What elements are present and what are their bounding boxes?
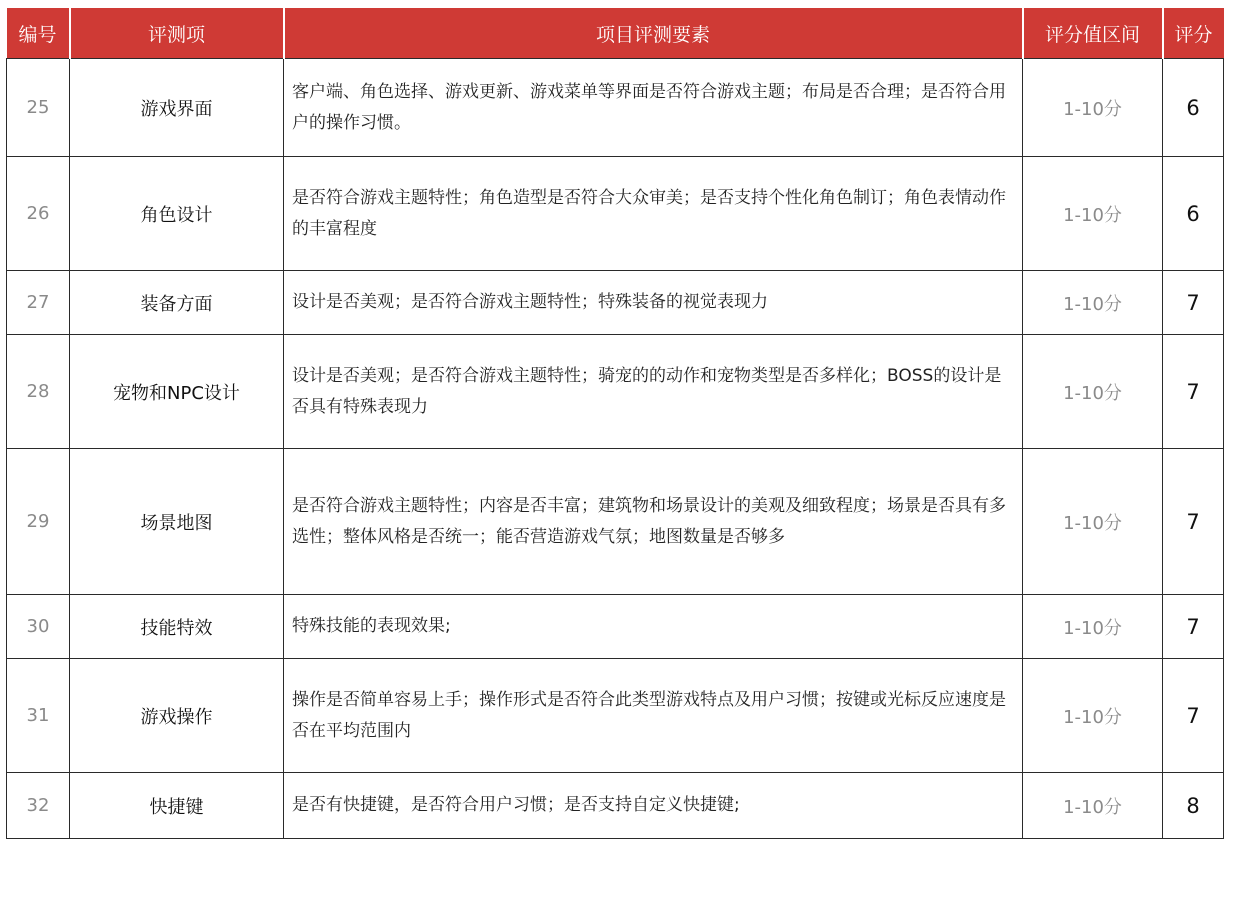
cell-range: 1-10分 [1023, 59, 1163, 157]
cell-desc: 特殊技能的表现效果; [284, 595, 1023, 659]
cell-no: 31 [7, 659, 70, 773]
cell-item: 装备方面 [70, 271, 284, 335]
table-row [7, 335, 1224, 449]
cell-range: 1-10分 [1023, 659, 1163, 773]
table-row [7, 659, 1224, 773]
cell-item: 技能特效 [70, 595, 284, 659]
cell-score: 8 [1163, 773, 1224, 839]
cell-desc: 是否符合游戏主题特性；角色造型是否符合大众审美；是否支持个性化角色制订；角色表情动作的丰富程度 [284, 157, 1023, 271]
cell-score: 7 [1163, 449, 1224, 595]
cell-no: 25 [7, 59, 70, 157]
table-row [7, 773, 1224, 839]
cell-desc: 是否符合游戏主题特性；内容是否丰富；建筑物和场景设计的美观及细致程度；场景是否具有多选性；整体风格是否统一；能否营造游戏气氛；地图数量是否够多 [284, 449, 1023, 595]
header-desc: 项目评测要素 [284, 8, 1023, 59]
header-row [7, 8, 1224, 59]
cell-desc: 设计是否美观；是否符合游戏主题特性；骑宠的的动作和宠物类型是否多样化；BOSS的设计是否具有特殊表现力 [284, 335, 1023, 449]
cell-score: 6 [1163, 157, 1224, 271]
cell-item: 游戏操作 [70, 659, 284, 773]
cell-range: 1-10分 [1023, 271, 1163, 335]
cell-item: 角色设计 [70, 157, 284, 271]
cell-desc: 客户端、角色选择、游戏更新、游戏菜单等界面是否符合游戏主题；布局是否合理；是否符合用户的操作习惯。 [284, 59, 1023, 157]
cell-item: 游戏界面 [70, 59, 284, 157]
evaluation-table [6, 8, 1224, 839]
cell-score: 7 [1163, 335, 1224, 449]
cell-no: 32 [7, 773, 70, 839]
cell-item: 宠物和NPC设计 [70, 335, 284, 449]
cell-desc: 是否有快捷键，是否符合用户习惯；是否支持自定义快捷键; [284, 773, 1023, 839]
header-item: 评测项 [70, 8, 284, 59]
cell-no: 29 [7, 449, 70, 595]
cell-desc: 操作是否简单容易上手；操作形式是否符合此类型游戏特点及用户习惯；按键或光标反应速度是否在平均范围内 [284, 659, 1023, 773]
cell-score: 7 [1163, 595, 1224, 659]
header-score: 评分 [1163, 8, 1224, 59]
cell-range: 1-10分 [1023, 335, 1163, 449]
cell-range: 1-10分 [1023, 595, 1163, 659]
header-range: 评分值区间 [1023, 8, 1163, 59]
cell-desc: 设计是否美观；是否符合游戏主题特性；特殊装备的视觉表现力 [284, 271, 1023, 335]
cell-item: 场景地图 [70, 449, 284, 595]
evaluation-table-container [6, 8, 1224, 839]
cell-no: 26 [7, 157, 70, 271]
cell-no: 30 [7, 595, 70, 659]
cell-no: 28 [7, 335, 70, 449]
table-row [7, 157, 1224, 271]
cell-range: 1-10分 [1023, 449, 1163, 595]
table-body [7, 59, 1224, 839]
cell-range: 1-10分 [1023, 157, 1163, 271]
table-header [7, 8, 1224, 59]
cell-item: 快捷键 [70, 773, 284, 839]
cell-score: 7 [1163, 659, 1224, 773]
table-row [7, 449, 1224, 595]
cell-range: 1-10分 [1023, 773, 1163, 839]
cell-score: 7 [1163, 271, 1224, 335]
table-row [7, 59, 1224, 157]
cell-score: 6 [1163, 59, 1224, 157]
table-row [7, 271, 1224, 335]
table-row [7, 595, 1224, 659]
header-no: 编号 [7, 8, 70, 59]
cell-no: 27 [7, 271, 70, 335]
